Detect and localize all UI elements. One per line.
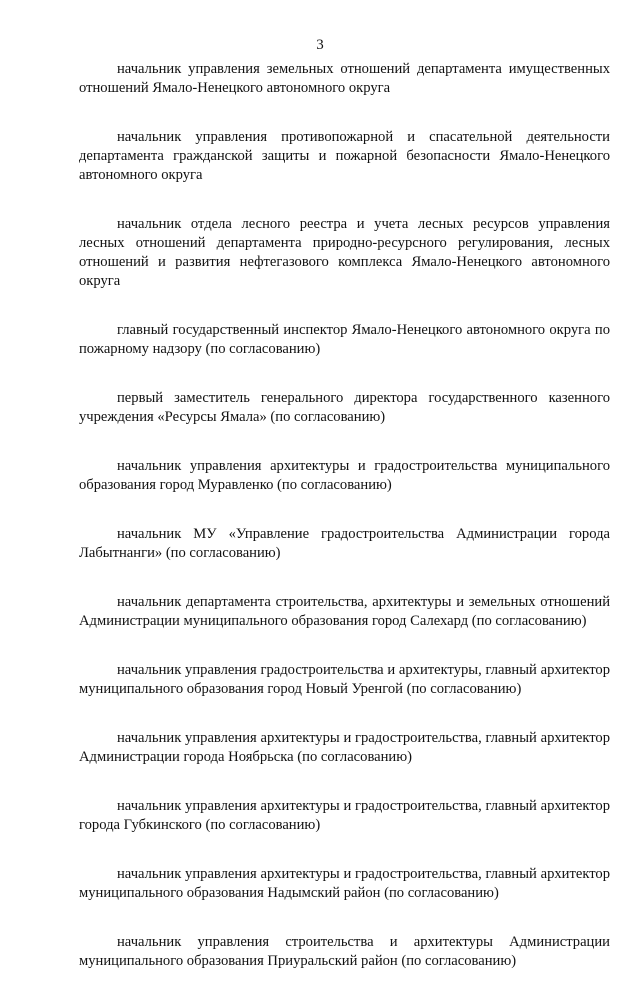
page-number: 3 bbox=[316, 37, 324, 53]
list-item: начальник департамента строительства, архитектуры и земельных отношений Администрации муниципального образования город Салехард (по согласованию) bbox=[79, 594, 610, 629]
member-list bbox=[79, 60, 610, 1001]
list-item: начальник управления противопожарной и спасательной деятельности департамента гражданской защиты и пожарной безопасности Ямало-Ненецкого автономного округа bbox=[79, 129, 610, 183]
list-item: начальник управления архитектуры и градостроительства, главный архитектор Администрации города Ноябрьска (по согласованию) bbox=[79, 730, 610, 765]
list-item: начальник управления архитектуры и градостроительства муниципального образования город Муравленко (по согласованию) bbox=[79, 458, 610, 493]
list-item: начальник управления земельных отношений департамента имущественных отношений Ямало-Ненецкого автономного округа bbox=[79, 61, 610, 96]
list-item: начальник управления градостроительства и архитектуры, главный архитектор муниципального образования город Новый Уренгой (по согласованию) bbox=[79, 662, 610, 697]
list-item: начальник управления архитектуры и градостроительства, главный архитектор муниципального образования Надымский район (по согласованию) bbox=[79, 866, 610, 901]
list-item: начальник управления строительства и архитектуры Администрации муниципального образования Приуральский район (по согласованию) bbox=[79, 934, 610, 969]
list-item: начальник управления архитектуры и градостроительства, главный архитектор города Губкинского (по согласованию) bbox=[79, 798, 610, 833]
list-item: начальник отдела лесного реестра и учета лесных ресурсов управления лесных отношений департамента природно-ресурсного регулирования, лесных отношений и развития нефтегазового комплекса Ямало-Ненецкого автономного округа bbox=[79, 216, 610, 289]
list-item: первый заместитель генерального директора государственного казенного учреждения «Ресурсы Ямала» (по согласованию) bbox=[79, 390, 610, 425]
list-item: начальник МУ «Управление градостроительства Администрации города Лабытнанги» (по согласованию) bbox=[79, 526, 610, 561]
list-item: главный государственный инспектор Ямало-Ненецкого автономного округа по пожарному надзору (по согласованию) bbox=[79, 322, 610, 357]
